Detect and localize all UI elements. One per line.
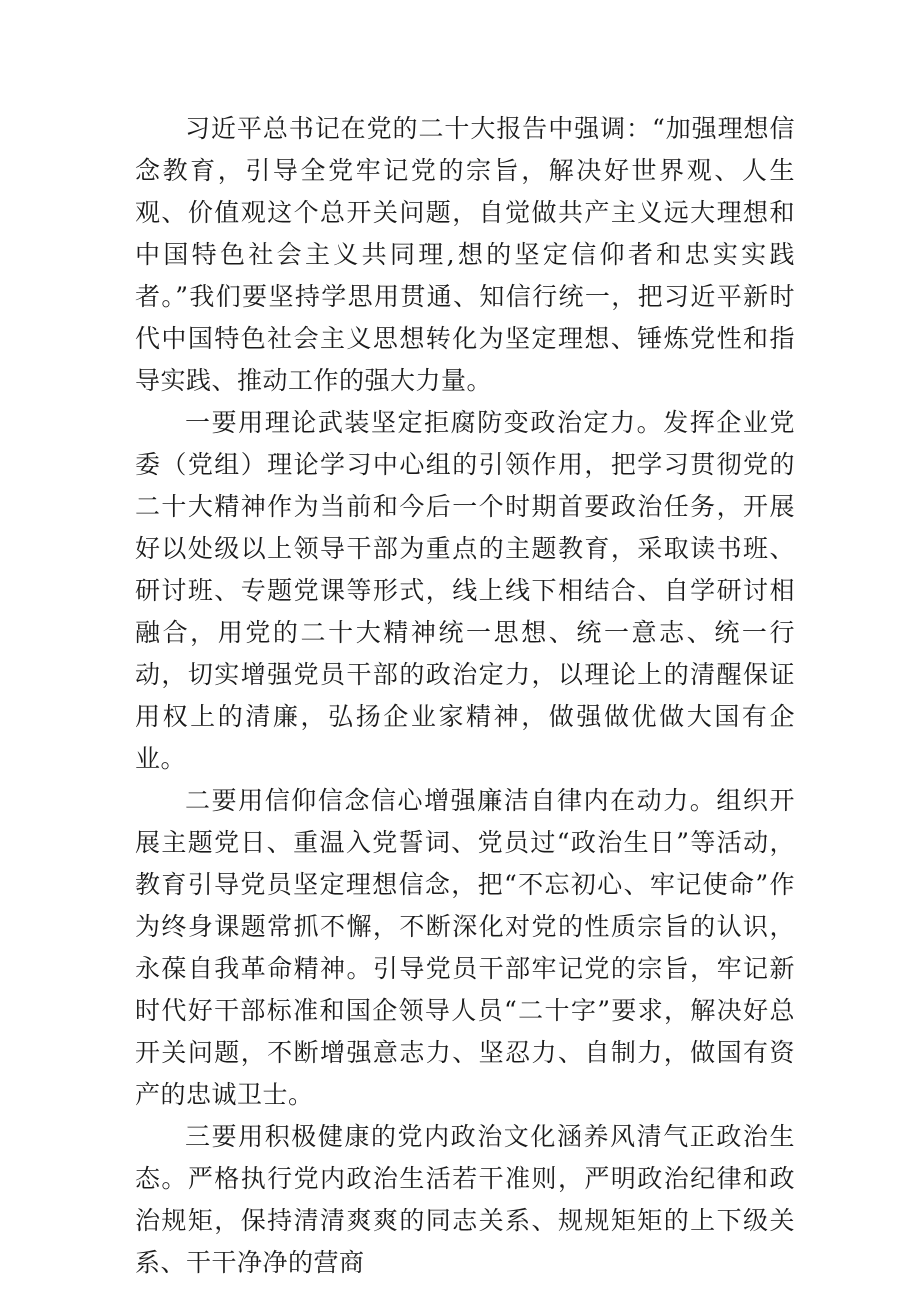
paragraph-point-three: 三要用积极健康的党内政治文化涵养风清气正政治生态。严格执行党内政治生活若干准则，严明政治纪律和政治规矩，保持清清爽爽的同志关系、规规矩矩的上下级关系、干干净净的营商 — [135, 1122, 795, 1277]
paragraph-point-one: 一要用理论武装坚定拒腐防变政治定力。发挥企业党委（党组）理论学习中心组的引领作用，把学习贯彻党的二十大精神作为当前和今后一个时期首要政治任务，开展好以处级以上领导干部为重点的主题教育，采取读书班、研讨班、专题党课等形式，线上线下相结合、自学研讨相融合，用党的二十大精神统一思想、统一意志、统一行动，切实增强党员干部的政治定力，以理论上的清醒保证用权上的清廉，弘扬企业家精神，做强做优做大国有企业。 — [135, 408, 795, 773]
document-body — [135, 108, 795, 1284]
paragraph-point-two: 二要用信仰信念信心增强廉洁自律内在动力。组织开展主题党日、重温入党誓词、党员过“政治生日”等活动，教育引导党员坚定理想信念，把“不忘初心、牢记使命”作为终身课题常抓不懈，不断深化对党的性质宗旨的认识，永葆自我革命精神。引导党员干部牢记党的宗旨，牢记新时代好干部标准和国企领导人员“二十字”要求，解决好总开关问题，不断增强意志力、坚忍力、自制力，做国有资产的忠诚卫士。 — [135, 786, 795, 1109]
paragraph-intro: 习近平总书记在党的二十大报告中强调：“加强理想信念教育，引导全党牢记党的宗旨，解决好世界观、人生观、价值观这个总开关问题，自觉做共产主义远大理想和中国特色社会主义共同理,想的坚定信仰者和忠实实践者。”我们要坚持学思用贯通、知信行统一，把习近平新时代中国特色社会主义思想转化为坚定理想、锤炼党性和指导实践、推动工作的强大力量。 — [135, 114, 795, 395]
